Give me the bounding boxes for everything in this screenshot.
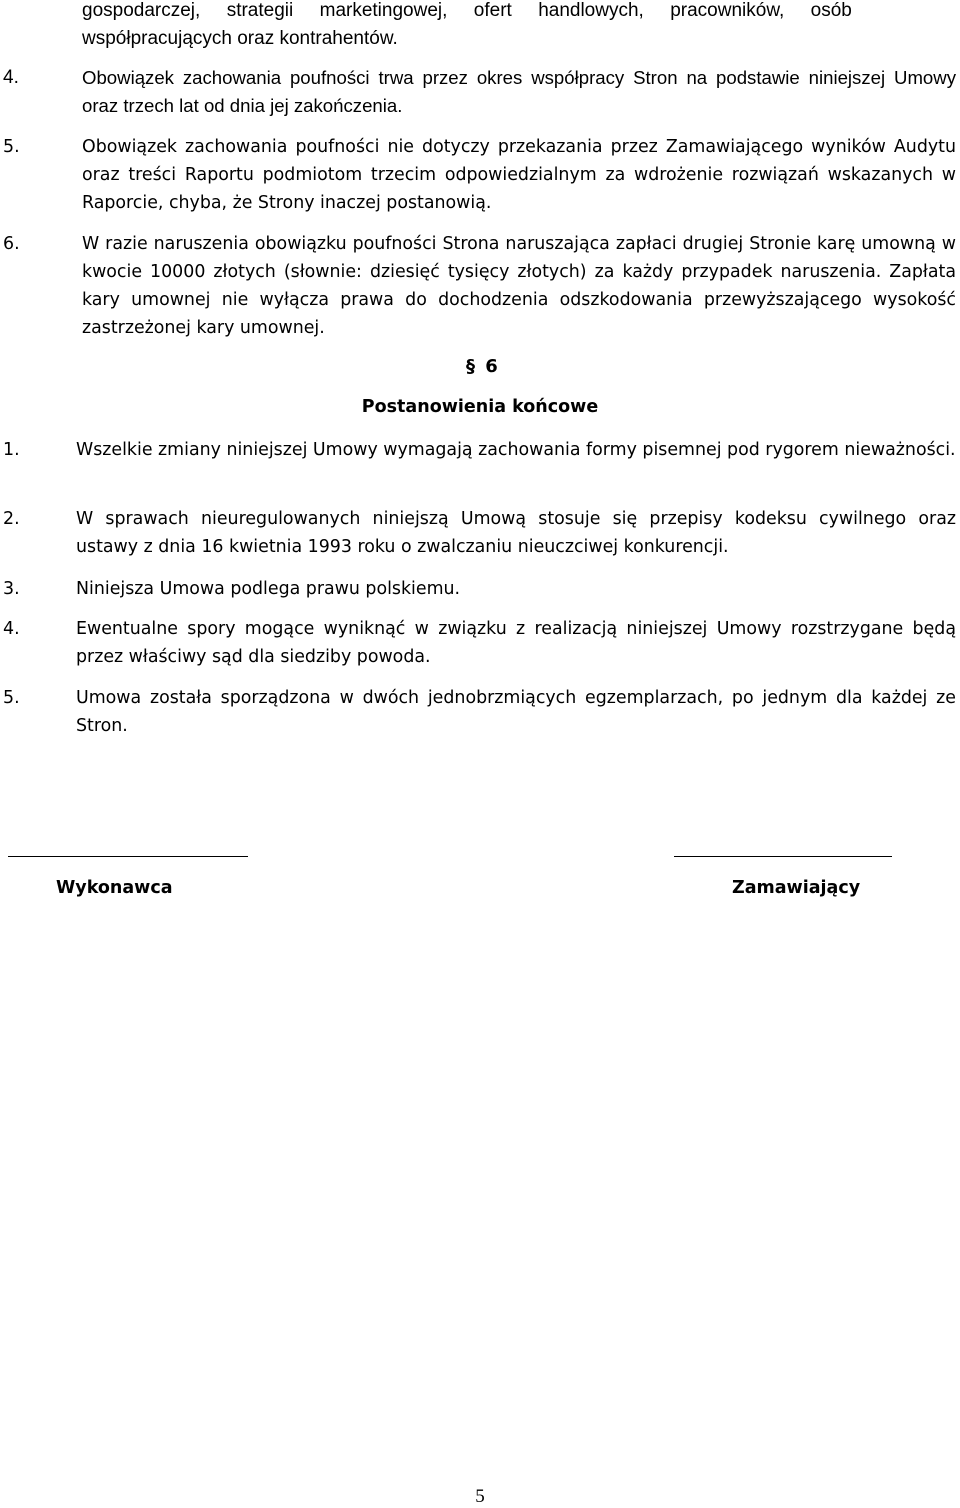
confidentiality-item-number: 4.	[3, 67, 19, 88]
intro-line-2: współpracujących oraz kontrahentów.	[82, 28, 398, 49]
final-item-text: Ewentualne spory mogące wyniknąć w związku z realizacją niniejszej Umowy rozstrzygane będą przez właściwy sąd dla siedziby powoda.	[76, 619, 956, 667]
left-signature-line	[8, 856, 248, 857]
section-heading	[466, 356, 498, 377]
final-item-text: W sprawach nieuregulowanych niniejszą Umową stosuje się przepisy kodeksu cywilnego oraz ustawy z dnia 16 kwietnia 1993 roku o zwalczaniu nieuczciwej konkurencji.	[76, 509, 956, 557]
confidentiality-item-text: Obowiązek zachowania poufności trwa przez okres współpracy Stron na podstawie niniejszej Umowy oraz trzech lat od dnia jej zakończenia.	[82, 67, 956, 116]
intro-continuation	[82, 0, 956, 53]
final-item-text: Wszelkie zmiany niniejszej Umowy wymagają zachowania formy pisemnej pod rygorem nieważności.	[76, 440, 956, 460]
right-signature-line	[674, 856, 892, 857]
confidentiality-item-number: 6.	[3, 234, 20, 254]
final-item-text: Umowa została sporządzona w dwóch jednobrzmiących egzemplarzach, po jednym dla każdej ze Stron.	[76, 688, 956, 736]
client-signature-label: Zamawiający	[732, 878, 861, 898]
section-symbol: §	[466, 356, 475, 377]
confidentiality-item-text: W razie naruszenia obowiązku poufności Strona naruszająca zapłaci drugiej Stronie karę umowną w kwocie 10000 złotych (słownie: dziesięć tysięcy złotych) za każdy przypadek naruszenia. Zapłata kary umownej nie wyłącza prawa do dochodzenia odszkodowania przewyższającego wysokość zastrzeżonej kary umownej.	[82, 234, 956, 338]
final-item-number: 5.	[3, 688, 20, 708]
section-title: Postanowienia końcowe	[361, 397, 599, 417]
confidentiality-item-text: Obowiązek zachowania poufności nie dotyczy przekazania przez Zamawiającego wyników Audytu oraz treści Raportu podmiotom trzecim odpowiedzialnym za wdrożenie rozwiązań wskazanych w Raporcie, chyba, że Strony inaczej postanowią.	[82, 137, 956, 213]
intro-line-1: gospodarczej, strategii marketingowej, ofert handlowych, pracowników, osób	[82, 0, 852, 21]
final-item-text: Niniejsza Umowa podlega prawu polskiemu.	[76, 579, 461, 599]
section-number: 6	[485, 356, 498, 377]
final-item-number: 2.	[3, 509, 20, 529]
page-number: 5	[475, 1486, 485, 1507]
contractor-signature-label: Wykonawca	[56, 878, 173, 898]
final-item-number: 1.	[3, 440, 20, 460]
final-item-number: 4.	[3, 619, 20, 639]
confidentiality-item-number: 5.	[3, 137, 20, 157]
final-item-number: 3.	[3, 579, 20, 599]
